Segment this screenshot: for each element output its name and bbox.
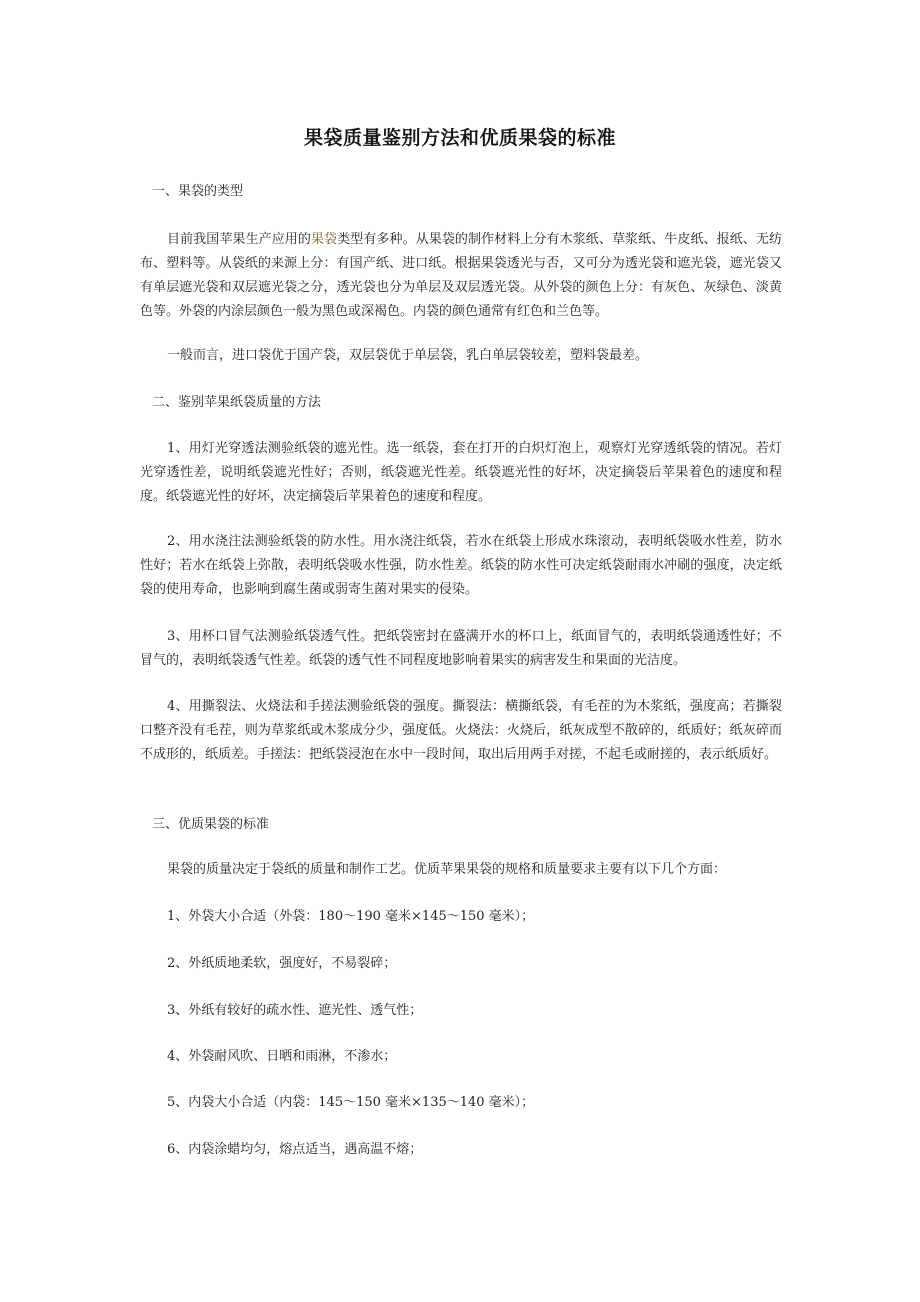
fruit-bag-link[interactable]: 果袋 [310,232,338,247]
list-item: 5、内袋大小合适（内袋：145～150 毫米×135～140 毫米）； [167,1095,535,1110]
list-item: 2、外纸质地柔软，强度好，不易裂碎； [167,956,397,971]
paragraph-types-intro [140,228,782,324]
document-title: 果袋质量鉴别方法和优质果袋的标准 [303,127,616,149]
paragraph-standards-intro: 果袋的质量决定于袋纸的质量和制作工艺。优质苹果果袋的规格和质量要求主要有以下几个方面： [167,862,727,877]
section-heading-standards: 三、优质果袋的标准 [152,817,270,832]
paragraph-text: 目前我国苹果生产应用的 [167,232,311,247]
paragraph-method-air: 3、用杯口冒气法测验纸袋透气性。把纸袋密封在盛满开水的杯口上，纸面冒气的，表明纸袋通透性好；不冒气的，表明纸袋透气性差。纸袋的透气性不同程度地影响着果实的病害发生和果面的光洁度。 [140,629,782,668]
paragraph-text: 类型有多种。从果袋的制作材料上分有木浆纸、草浆纸、牛皮纸、报纸、无纺布、塑料等。从袋纸的来源上分：有国产纸、进口纸。根据果袋透光与否，又可分为透光袋和遮光袋，遮光袋又有单层遮光袋和双层遮光袋之分，透光袋也分为单层及双层透光袋。从外袋的颜色上分：有灰色、灰绿色、淡黄色等。外袋的内涂层颜色一般为黑色或深褐色。内袋的颜色通常有红色和兰色等。 [140,232,782,319]
paragraph-method-strength: 4、用撕裂法、火烧法和手搓法测验纸袋的强度。撕裂法：横撕纸袋，有毛茬的为木浆纸，强度高；若撕裂口整齐没有毛茬，则为草浆纸或木浆成分少，强度低。火烧法：火烧后，纸灰成型不散碎的，纸质好；纸灰碎而不成形的，纸质差。手搓法：把纸袋浸泡在水中一段时间，取出后用两手对搓，不起毛或耐搓的，表示纸质好。 [140,699,782,762]
paragraph-method-water: 2、用水浇注法测验纸袋的防水性。用水浇注纸袋，若水在纸袋上形成水珠滚动，表明纸袋吸水性差，防水性好；若水在纸袋上弥散，表明纸袋吸水性强，防水性差。纸袋的防水性可决定纸袋耐雨水冲刷的强度，决定纸袋的使用寿命，也影响到腐生菌或弱寄生菌对果实的侵染。 [140,534,782,597]
list-item: 6、内袋涂蜡均匀，熔点适当，遇高温不熔； [167,1142,423,1157]
section-heading-methods: 二、鉴别苹果纸袋质量的方法 [152,395,322,410]
list-item: 3、外纸有较好的疏水性、遮光性、透气性； [167,1003,423,1018]
paragraph-method-light: 1、用灯光穿透法测验纸袋的遮光性。选一纸袋，套在打开的白炽灯泡上，观察灯光穿透纸袋的情况。若灯光穿透性差，说明纸袋遮光性好；否则，纸袋遮光性差。纸袋遮光性的好坏，决定摘袋后苹果着色的速度和程度。纸袋遮光性的好坏，决定摘袋后苹果着色的速度和程度。 [140,441,782,504]
section-heading-types: 一、果袋的类型 [152,184,244,199]
list-item: 4、外袋耐风吹、日晒和雨淋，不渗水； [167,1049,397,1064]
list-item: 1、外袋大小合适（外袋：180～190 毫米×145～150 毫米）； [167,909,535,924]
paragraph-types-summary: 一般而言，进口袋优于国产袋，双层袋优于单层袋，乳白单层袋较差，塑料袋最差。 [167,348,649,363]
